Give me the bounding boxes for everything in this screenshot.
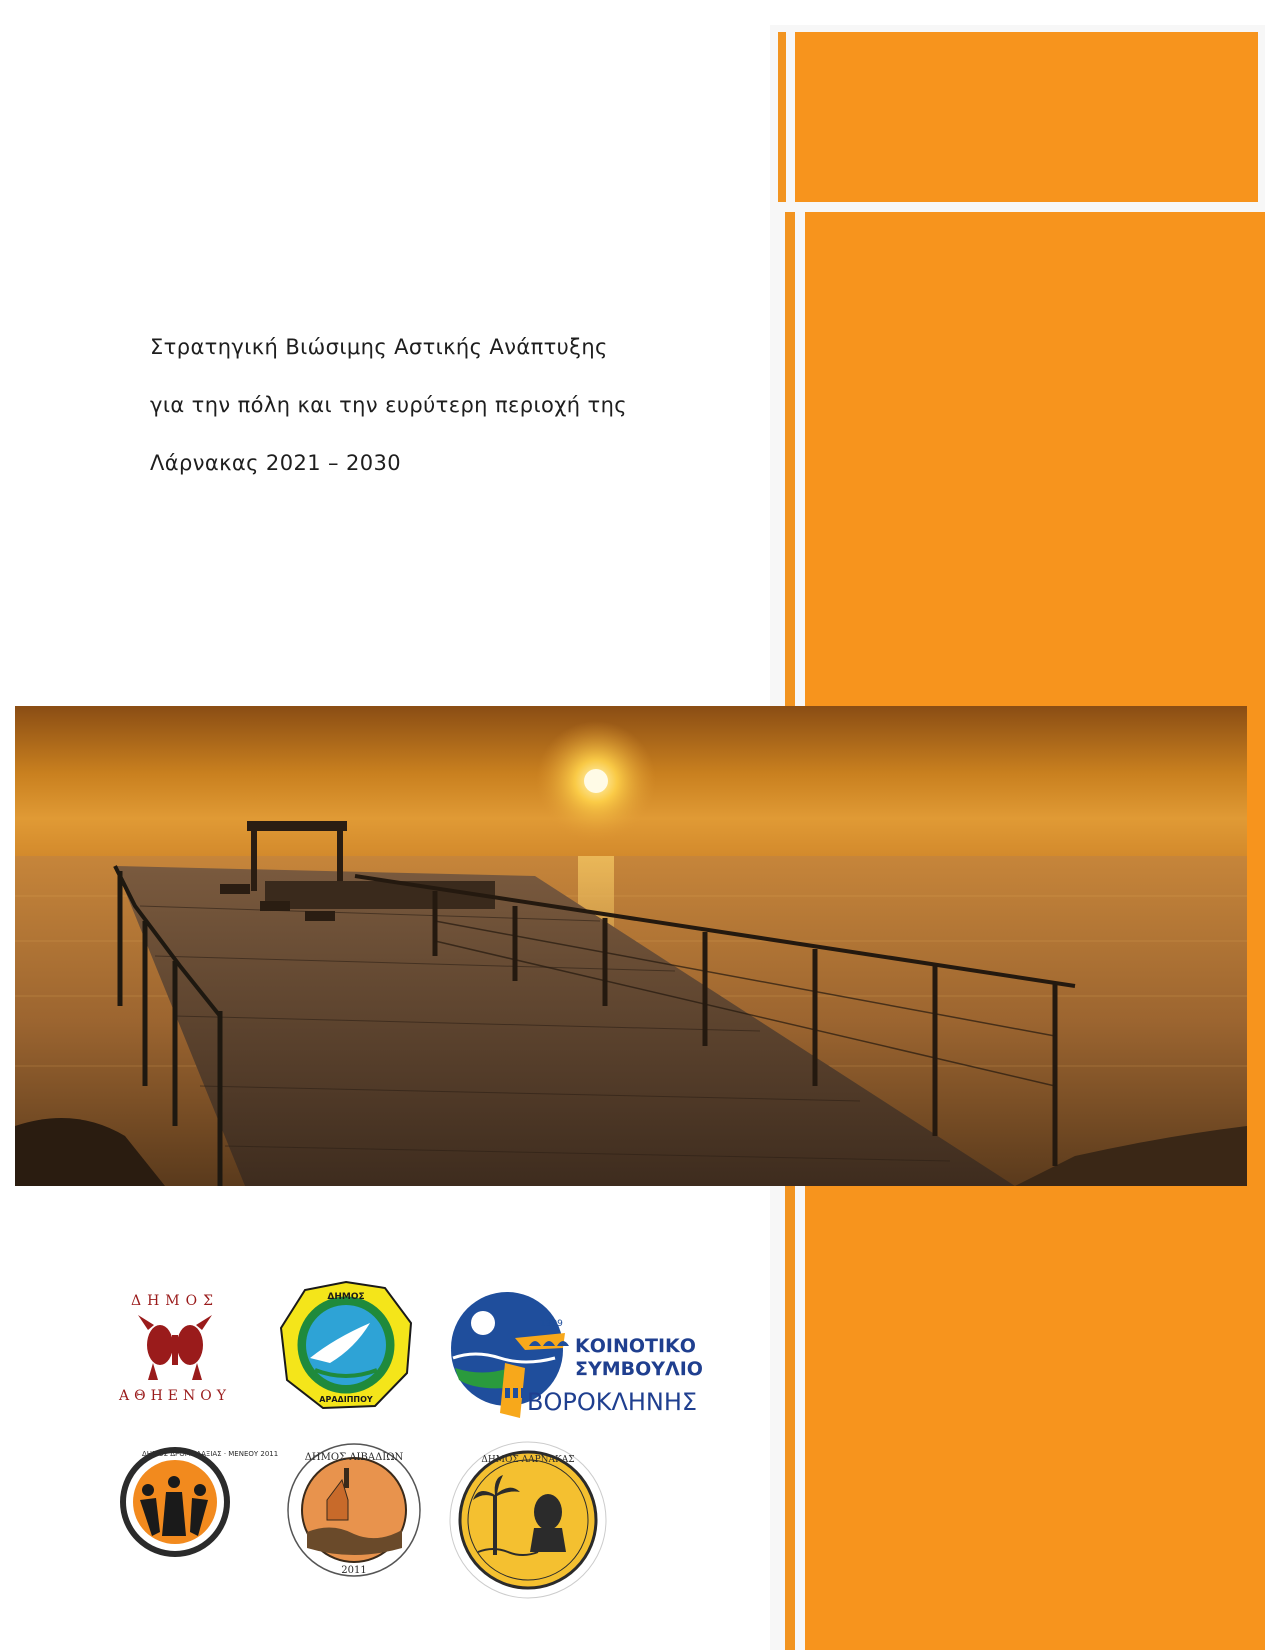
athienou-municipality-logo: [118, 1285, 233, 1405]
aradippou-logo-text-bottom: ΑΡΑΔΙΠΠΟΥ: [319, 1395, 373, 1404]
voroklini-logo-line3: ΒΟΡΟΚΛΗΝΗΣ: [527, 1388, 698, 1416]
athienou-logo-text-bottom: ΑΘΗΕΝΟΥ: [119, 1388, 231, 1404]
athienou-logo-text-top: ΔΗΜΟΣ: [130, 1293, 220, 1309]
voroklini-community-logo: [445, 1288, 710, 1433]
dromolaxia-meneou-municipality-logo: [118, 1440, 279, 1565]
aradippou-municipality-logo: [275, 1278, 417, 1413]
dromolaxia-logo-ring-text: [142, 1450, 278, 1458]
voroklini-logo-line2: ΣΥΜΒΟΥΛΙΟ: [575, 1358, 703, 1380]
livadia-logo-year: 2011: [341, 1565, 367, 1576]
title-line-1: Στρατηγική Βιώσιμης Αστικής Ανάπτυξης: [150, 335, 608, 359]
decorative-band-strip-top: [778, 32, 786, 202]
larnaca-municipality-logo: [448, 1440, 608, 1600]
voroklini-logo-year: 1999: [540, 1319, 563, 1329]
document-title: [150, 328, 750, 502]
livadia-municipality-logo: [282, 1440, 427, 1580]
livadia-logo-text-top: ΔΗΜΟΣ ΛΙΒΑΔΙΩΝ: [304, 1452, 404, 1463]
dromolaxia-logo-ring-label: ΔΗΜΟΣ ΔΡΟΜΟΛΑΞΙΑΣ · ΜΕΝΕΟΥ 2011: [142, 1450, 279, 1458]
voroklini-logo-line1: ΚΟΙΝΟΤΙΚΟ: [575, 1335, 696, 1357]
aradippou-logo-text-top: ΔΗΜΟΣ: [327, 1292, 365, 1302]
title-line-2: για την πόλη και την ευρύτερη περιοχή της: [150, 393, 628, 417]
cover-photo: [15, 706, 1247, 1186]
larnaca-logo-ring-text: ΔΗΜΟΣ ΛΑΡΝΑΚΑΣ: [481, 1455, 575, 1465]
title-line-3: Λάρνακας 2021 – 2030: [150, 451, 402, 475]
decorative-band-block-top: [795, 32, 1258, 202]
